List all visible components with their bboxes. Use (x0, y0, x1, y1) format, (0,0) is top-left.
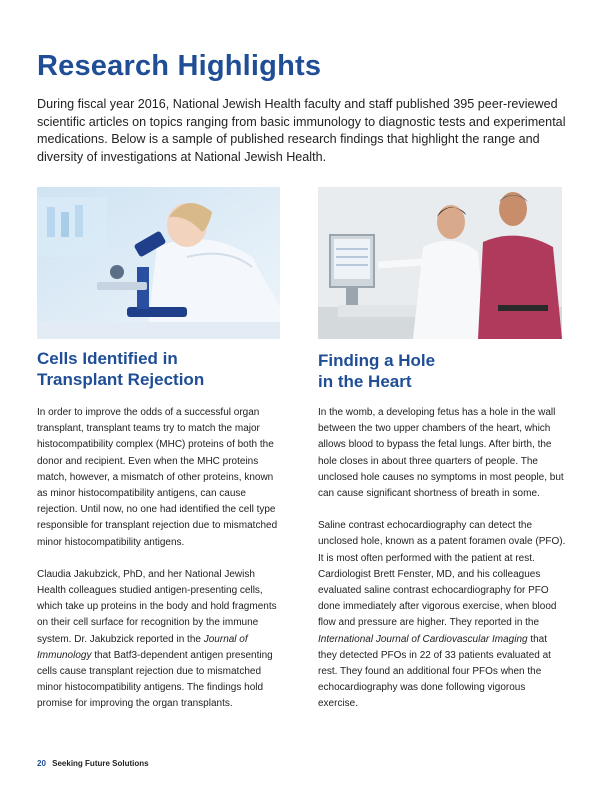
left-heading-line1: Cells Identified in (37, 349, 178, 368)
page-footer (37, 759, 149, 768)
left-paragraph-2 (37, 567, 285, 713)
right-journal-name: International Journal of Cardiovascular Imaging (318, 633, 528, 645)
left-article-heading (37, 348, 280, 390)
footer-label: Seeking Future Solutions (52, 759, 149, 768)
left-paragraph-1: In order to improve the odds of a successful organ transplant, transplant teams try to match the major histocompatibility complex (MHC) proteins of both the donor and recipient. Even when the MHC proteins match, however, a mismatch of other proteins, known as minor histocompatibility antigens, can cause rejection. Until now, no one had identified the cell type responsible for transplant rejection due to mismatched minor histocompatibility antigens. (37, 407, 278, 548)
intro-paragraph: During fiscal year 2016, National Jewish Health faculty and staff published 395 peer-reviewed scientific articles on topics ranging from basic immunology to diagnostic tests and experimental medications. Below is a sample of published research findings that highlight the range and diversity of investigations at National Jewish Health. (37, 97, 566, 164)
right-article-heading (318, 350, 562, 392)
right-paragraph-1: In the womb, a developing fetus has a hole in the wall between the two upper chambers of the heart, which allows blood to bypass the fetal lungs. After birth, the hole closes in about three quarters of people. The unclosed hole causes no symptoms in most people, but can cause significant shortness of breath in some. (318, 407, 564, 500)
right-heading-line2: in the Heart (318, 372, 412, 391)
left-article-body (37, 405, 285, 729)
page-title: Research Highlights (37, 50, 322, 82)
right-p2-text-a: Saline contrast echocardiography can detect the unclosed hole, known as a patent foramen ovale (PFO). It is most often performed with the patient at rest. Cardiologist Brett Fenster, MD, and his colleagues evaluated saline contrast echocardiography for PFO done immediately after vigorous exercise, when blood flow and pressure are higher. They reported in the (318, 520, 566, 629)
doctors-photo (318, 187, 562, 339)
microscope-photo (37, 187, 280, 339)
right-paragraph-2 (318, 518, 566, 712)
page-number: 20 (37, 759, 46, 768)
left-journal-name: Journal of Immunology (37, 633, 248, 661)
left-p2-text-b: that Batf3-dependent antigen presenting cells cause transplant rejection due to mismatched minor histocompatibility antigens. The findings hold promise for improving the organ transplants. (37, 649, 273, 710)
right-heading-line1: Finding a Hole (318, 351, 436, 370)
left-heading-line2: Transplant Rejection (37, 370, 205, 389)
right-p2-text-b: that they detected PFOs in 22 of 33 patients evaluated at rest. They found an additional four PFOs when the echocardiography was done following vigorous exercise. (318, 633, 551, 710)
left-p2-text-a: Claudia Jakubzick, PhD, and her National Jewish Health colleagues studied antigen-presenting cells, which take up proteins in the body and hold fragments on their cell surface for recognition by the immune system. Dr. Jakubzick reported in the (37, 568, 277, 645)
right-article-body (318, 405, 566, 729)
